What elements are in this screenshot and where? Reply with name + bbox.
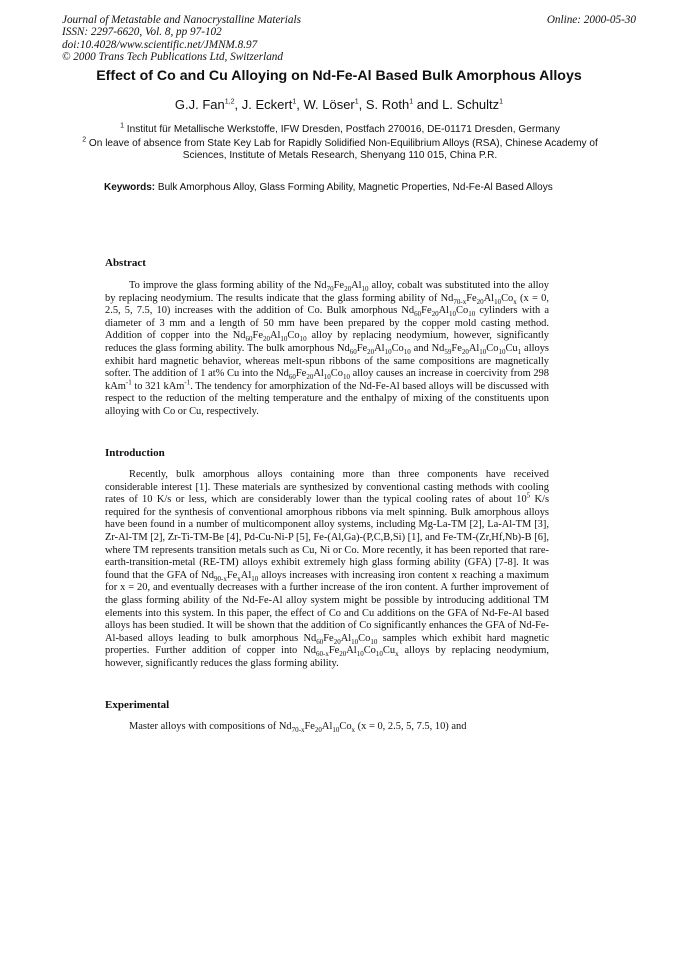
abstract-body: To improve the glass forming ability of the $Nd_{70}Fe_{20}Al_{10}$ alloy, cobalt was substituted into the alloy by replacing neodymium. The results indicate that the glass forming ability of $Nd_{70-x}Fe_{20}Al_{10}Co_x$ (x = 0, 2.5, 5, 7.5, 10) increases with the addition of Co. Bulk amorphous $Nd_{60}Fe_{20}Al_{10}Co_{10}$ cylinders with a diameter of 3 mm and a length of 50 mm have been prepared by the copper mold casting method. Addition of copper into the $Nd_{60}Fe_{20}Al_{10}Co_{10}$ alloy by replacing neodymium, however, significantly reduces the glass forming ability. The bulk amorphous $Nd_{60}Fe_{20}Al_{10}Co_{10}$ and $Nd_{59}Fe_{20}Al_{10}Co_{10}Cu_1$ alloys exhibit hard magnetic behavior, whereas melt-spun ribbons of the same compositions are magnetically softer. The addition of 1 at% Cu into the $Nd_{60}Fe_{20}Al_{10}Co_{10}$ alloy causes an increase in coercivity from 298 kAm$^{-1}$ to 321 kAm$^{-1}$. The tendency for amorphization of the Nd-Fe-Al based alloys will be discussed with respect to the reduction of the melting temperature and the enthalpy of mixing of the constituents upon alloying with Co or Cu, respectively. (105, 280, 550, 417)
affiliation-2 (80, 138, 600, 162)
author-name: L. Schultz (442, 97, 500, 112)
affiliation-text: On leave of absence from State Key Lab for Rapidly Solidified Non-Equilibrium Alloys (RSA), Chinese Academy of Sciences, Institute of Metals Research, Shenyang 110 015, China P.R. (88, 138, 598, 161)
affiliation-mark: 2 (82, 136, 87, 144)
keywords-label: Keywords: (104, 182, 156, 193)
author-name: J. Eckert (241, 97, 293, 112)
abstract-heading: Abstract (105, 257, 146, 269)
author-list: G.J. Fan$^{1,2}$, J. Eckert$^1$, W. Löser$^1$, S. Roth$^1$ and L. Schultz$^1$ (174, 97, 504, 112)
journal-doi[interactable]: doi:10.4028/www.scientific.net/JMNM.8.97 (62, 38, 258, 51)
keywords (104, 182, 584, 194)
author (242, 97, 296, 112)
affiliation-text: Institut für Metallische Werkstoffe, IFW Dresden, Postfach 270016, DE-01171 Dresden, Germany (126, 124, 560, 135)
journal-copyright: © 2000 Trans Tech Publications Ltd, Switzerland (62, 51, 283, 64)
experimental-body: Master alloys with compositions of $Nd_{70-x}Fe_{20}Al_{10}Co_x$ (x = 0, 2.5, 5, 7.5, 10) and (129, 721, 467, 735)
introduction-heading: Introduction (105, 447, 165, 459)
author-affiliation-mark: 1 (409, 98, 414, 106)
author-name: W. Löser (303, 97, 355, 112)
author-name: S. Roth (365, 97, 410, 112)
author (366, 97, 413, 112)
paper-title: Effect of Co and Cu Alloying on Nd-Fe-Al Based Bulk Amorphous Alloys (96, 68, 582, 84)
author-name: G.J. Fan (174, 97, 225, 112)
journal-issn: ISSN: 2297-6620, Vol. 8, pp 97-102 (62, 26, 222, 39)
author (175, 97, 235, 112)
affiliation-1 (80, 124, 600, 136)
author-affiliation-mark: 1 (499, 98, 504, 106)
author (442, 97, 503, 112)
introduction-body: Recently, bulk amorphous alloys containing more than three components have received considerable interest [1]. These materials are synthesized by conventional casting methods with cooling rates of 10 K/s or less, which are considerably lower than the typical cooling rates of about $10^5$ K/s required for the synthesis of conventional amorphous ribbons via melt spinning. Bulk amorphous alloys have been found in a number of multicomponent alloy systems, including Mg-La-TM [2], La-Al-TM [3], Zr-Al-TM [2], Zr-Ti-TM-Be [4], Pd-Cu-Ni-P [5], Fe-(Al,Ga)-(P,C,B,Si) [1], and Fe-TM-(Zr,Hf,Nb)-B [6], where TM represents transition metals such as Cu, Ni or Co. More recently, it has been reported that rare-earth-transition-metal (RE-TM) alloys exhibit extremely high glass forming ability (GFA) [7-8]. It was found that the GFA of $Nd_{90-x}Fe_xAl_{10}$ alloys increases with increasing iron content x reaching a maximum for x = 20, and eventually decreases with a further increase of the iron content. A further improvement of the glass forming ability of the Nd-Fe-Al alloy system might be possible by introducing additional TM elements into this system. In this paper, the effect of Co and Cu additions on the GFA of Nd-Fe-Al based alloys has been studied. It will be shown that the addition of Co significantly enhances the GFA of Nd-Fe-Al-based alloys leading to bulk amorphous $Nd_{60}Fe_{20}Al_{10}Co_{10}$ samples which exhibit hard magnetic properties. Further addition of copper into $Nd_{60-x}Fe_{20}Al_{10}Co_{10}Cu_x$ alloys by replacing neodymium, however, significantly reduces the glass forming ability. (105, 469, 549, 669)
keywords-text: Bulk Amorphous Alloy, Glass Forming Ability, Magnetic Properties, Nd-Fe-Al Based Alloys (157, 182, 553, 193)
journal-header (62, 14, 301, 64)
author-affiliation-mark: 1 (354, 98, 359, 106)
experimental-heading: Experimental (105, 699, 170, 711)
affiliation-mark: 1 (120, 122, 124, 130)
journal-name: Journal of Metastable and Nanocrystalline Materials (62, 14, 301, 26)
author-affiliation-mark: 1 (292, 98, 297, 106)
author-affiliation-mark: 1,2 (224, 98, 235, 106)
author (303, 97, 358, 112)
online-date: Online: 2000-05-30 (546, 14, 636, 26)
